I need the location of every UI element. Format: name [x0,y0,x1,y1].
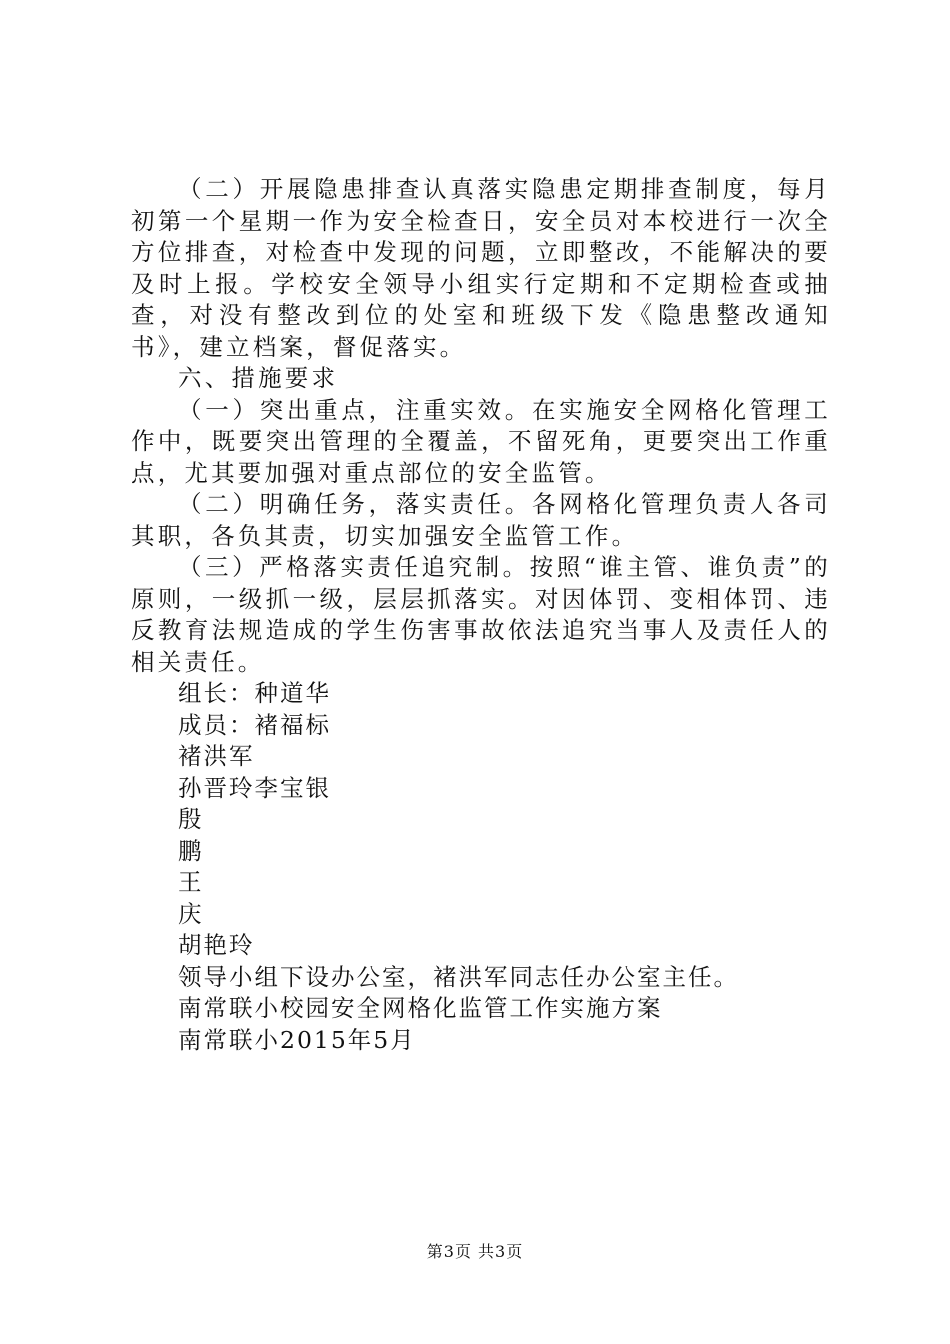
group-leader-line: 组长：种道华 [178,679,331,707]
member-name-fragment: 庆 [178,899,204,928]
member-name: 褚洪军 [178,742,255,770]
member-name-fragment: 殷 [178,805,204,833]
member-name-fragment: 王 [178,868,204,896]
member-name: 孙晋玲李宝银 [178,773,331,802]
office-note-line: 领导小组下设办公室，褚洪军同志任办公室主任。 [178,962,739,991]
paragraph-accountability: （三）严格落实责任追究制。按照“谁主管、谁负责”的原则，一级抓一级，层层抓落实。对因体罚、变相体罚、违反教育法规造成的学生伤害事故依法追究当事人及责任人的相关责任。 [131,553,831,676]
document-title-line: 南常联小校园安全网格化监管工作实施方案 [178,994,663,1022]
paragraph-hazard-inspection: （二）开展隐患排查认真落实隐患定期排查制度，每月初第一个星期一作为安全检查日，安全员对本校进行一次全方位排查，对检查中发现的问题，立即整改，不能解决的要及时上报。学校安全领导小组实行定期和不定期检查或抽查，对没有整改到位的处室和班级下发《隐患整改通知书》，建立档案，督促落实。 [131,175,831,361]
paragraph-clarify-duties: （二）明确任务，落实责任。各网格化管理负责人各司其职，各负其责，切实加强安全监管工作。 [131,490,831,550]
members-line: 成员：褚福标 [178,710,331,739]
member-name: 胡艳玲 [178,931,255,959]
document-body [131,174,831,1056]
signature-date-line: 南常联小2015年5月 [178,1025,416,1054]
member-name-fragment: 鹏 [178,836,204,865]
section-heading-measures: 六、措施要求 [178,364,339,392]
page-footer: 第3页 共3页 [426,1242,524,1261]
paragraph-focus-priorities: （一）突出重点，注重实效。在实施安全网格化管理工作中，既要突出管理的全覆盖，不留死角，更要突出工作重点，尤其要加强对重点部位的安全监管。 [131,395,831,487]
